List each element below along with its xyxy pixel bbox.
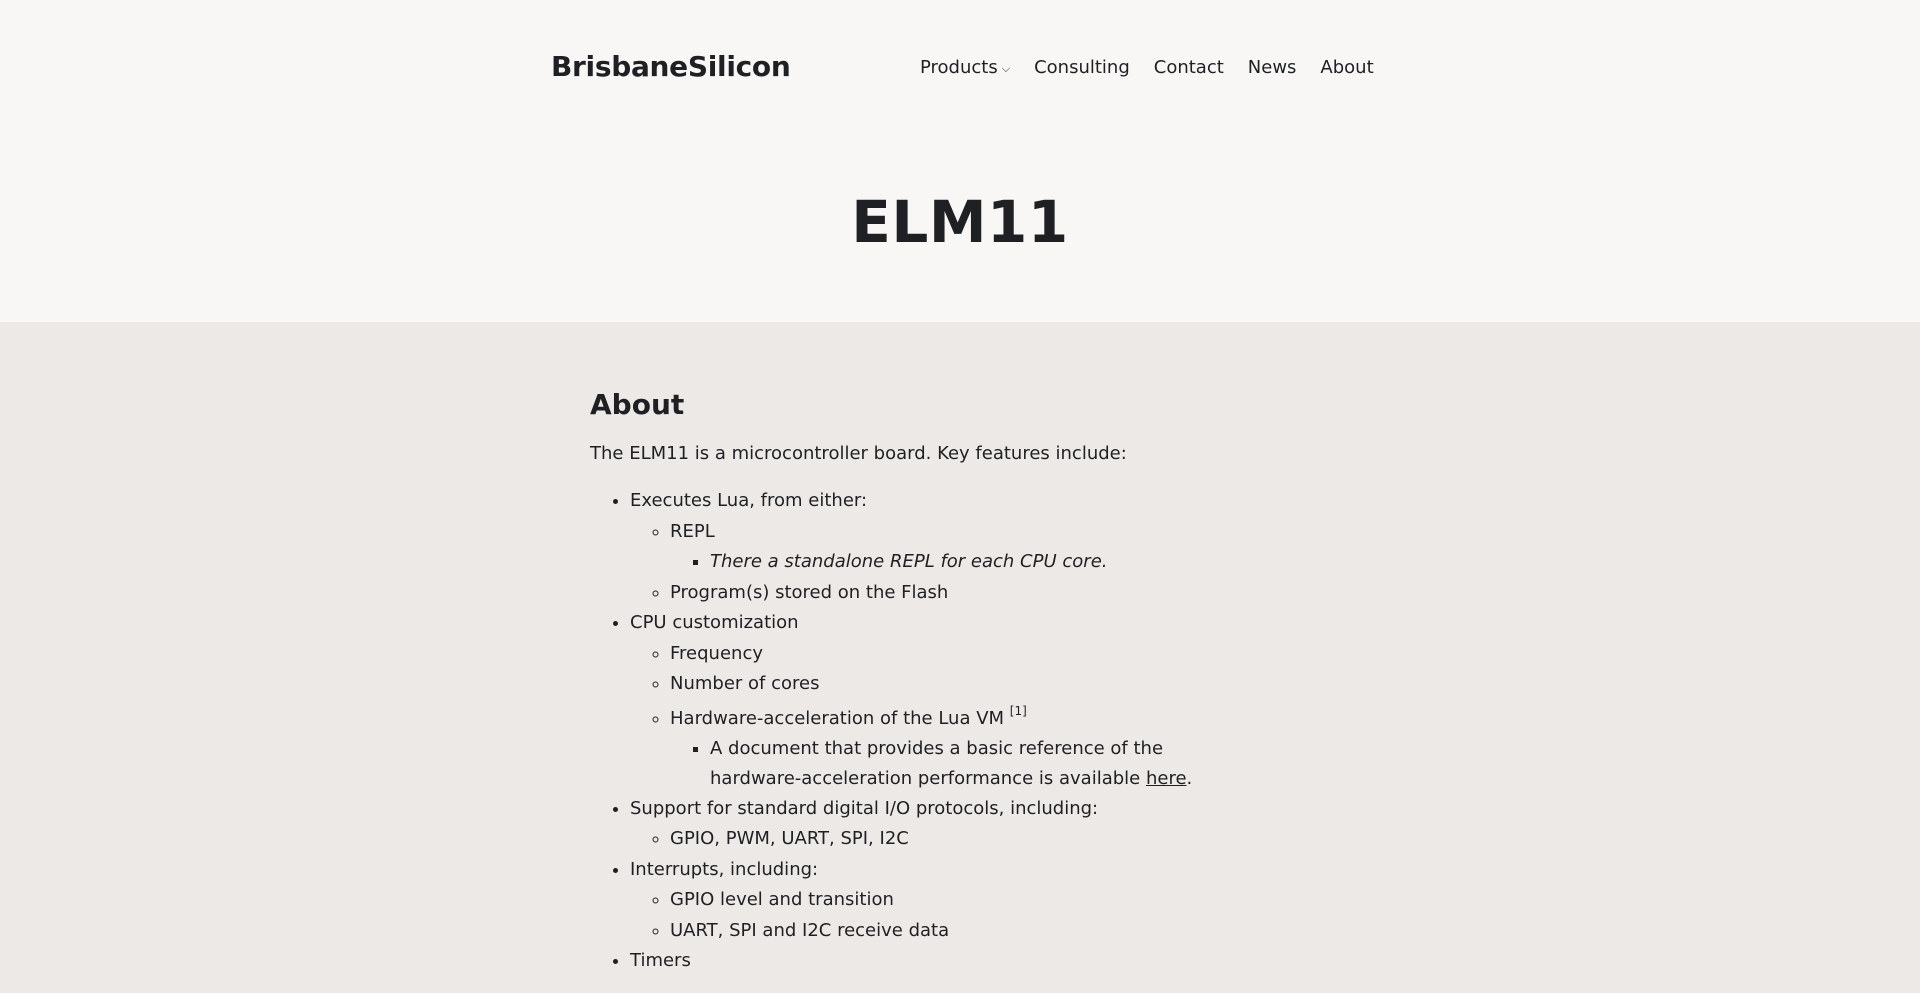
feature-lua: Executes Lua, from either: [630, 490, 868, 511]
feature-flash: ◦ Program(s) stored on the Flash [670, 578, 1250, 609]
intro-paragraph: The ELM11 is a microcontroller board. Key features include: [590, 443, 1127, 464]
main-nav [920, 57, 1374, 78]
hwaccel-sublist [670, 734, 1250, 794]
cpu-sublist [630, 639, 1250, 794]
nav-products[interactable] [920, 57, 1010, 78]
interrupts-sublist [630, 885, 1250, 946]
page-title: ELM11 [851, 188, 1069, 256]
repl-sublist [670, 547, 1250, 578]
feature-timers: • Timers [630, 946, 1250, 977]
io-sublist [630, 824, 1250, 855]
feature-protocols: ◦ GPIO, PWM, UART, SPI, I2C [670, 824, 1250, 855]
feature-gpio-interrupts: ◦ GPIO level and transition [670, 885, 1250, 916]
list-item [710, 734, 1250, 794]
feature-repl: REPL [670, 520, 715, 542]
nav-about[interactable]: About [1320, 57, 1374, 78]
footnote-link[interactable]: [1] [1009, 703, 1027, 718]
list-item [630, 794, 1250, 855]
doc-link[interactable]: here [1145, 767, 1187, 789]
list-item [630, 486, 1250, 608]
feature-cpu: CPU customization [630, 612, 799, 633]
nav-products-label: Products [920, 57, 998, 78]
nav-contact[interactable]: Contact [1153, 57, 1224, 78]
repl-note: ▪ There a standalone REPL for each CPU core. [710, 547, 1250, 578]
feature-io: Support for standard digital I/O protocols, including: [630, 797, 1099, 819]
doc-text: A document that provides a basic reference of the hardware-acceleration performance is available [710, 737, 1164, 789]
features-list [590, 486, 1250, 977]
feature-cores: ◦ Number of cores [670, 669, 1250, 700]
feature-serial-interrupts: ◦ UART, SPI and I2C receive data [670, 916, 1250, 947]
site-header [0, 0, 1920, 322]
list-item [630, 608, 1250, 794]
doc-end: . [1186, 767, 1193, 789]
list-item [630, 855, 1250, 947]
chevron-down-icon: ⌵ [1001, 61, 1011, 75]
nav-consulting[interactable]: Consulting [1034, 57, 1130, 78]
main-content [590, 388, 1250, 977]
lua-sublist [630, 517, 1250, 609]
about-heading: About [590, 388, 685, 421]
feature-hwaccel: Hardware-acceleration of the Lua VM [670, 707, 1005, 729]
list-item [670, 704, 1250, 794]
site-title[interactable]: BrisbaneSilicon [551, 50, 791, 83]
list-item [670, 517, 1250, 578]
feature-frequency: ◦ Frequency [670, 639, 1250, 670]
feature-interrupts: Interrupts, including: [630, 858, 819, 880]
nav-news[interactable]: News [1247, 57, 1297, 78]
